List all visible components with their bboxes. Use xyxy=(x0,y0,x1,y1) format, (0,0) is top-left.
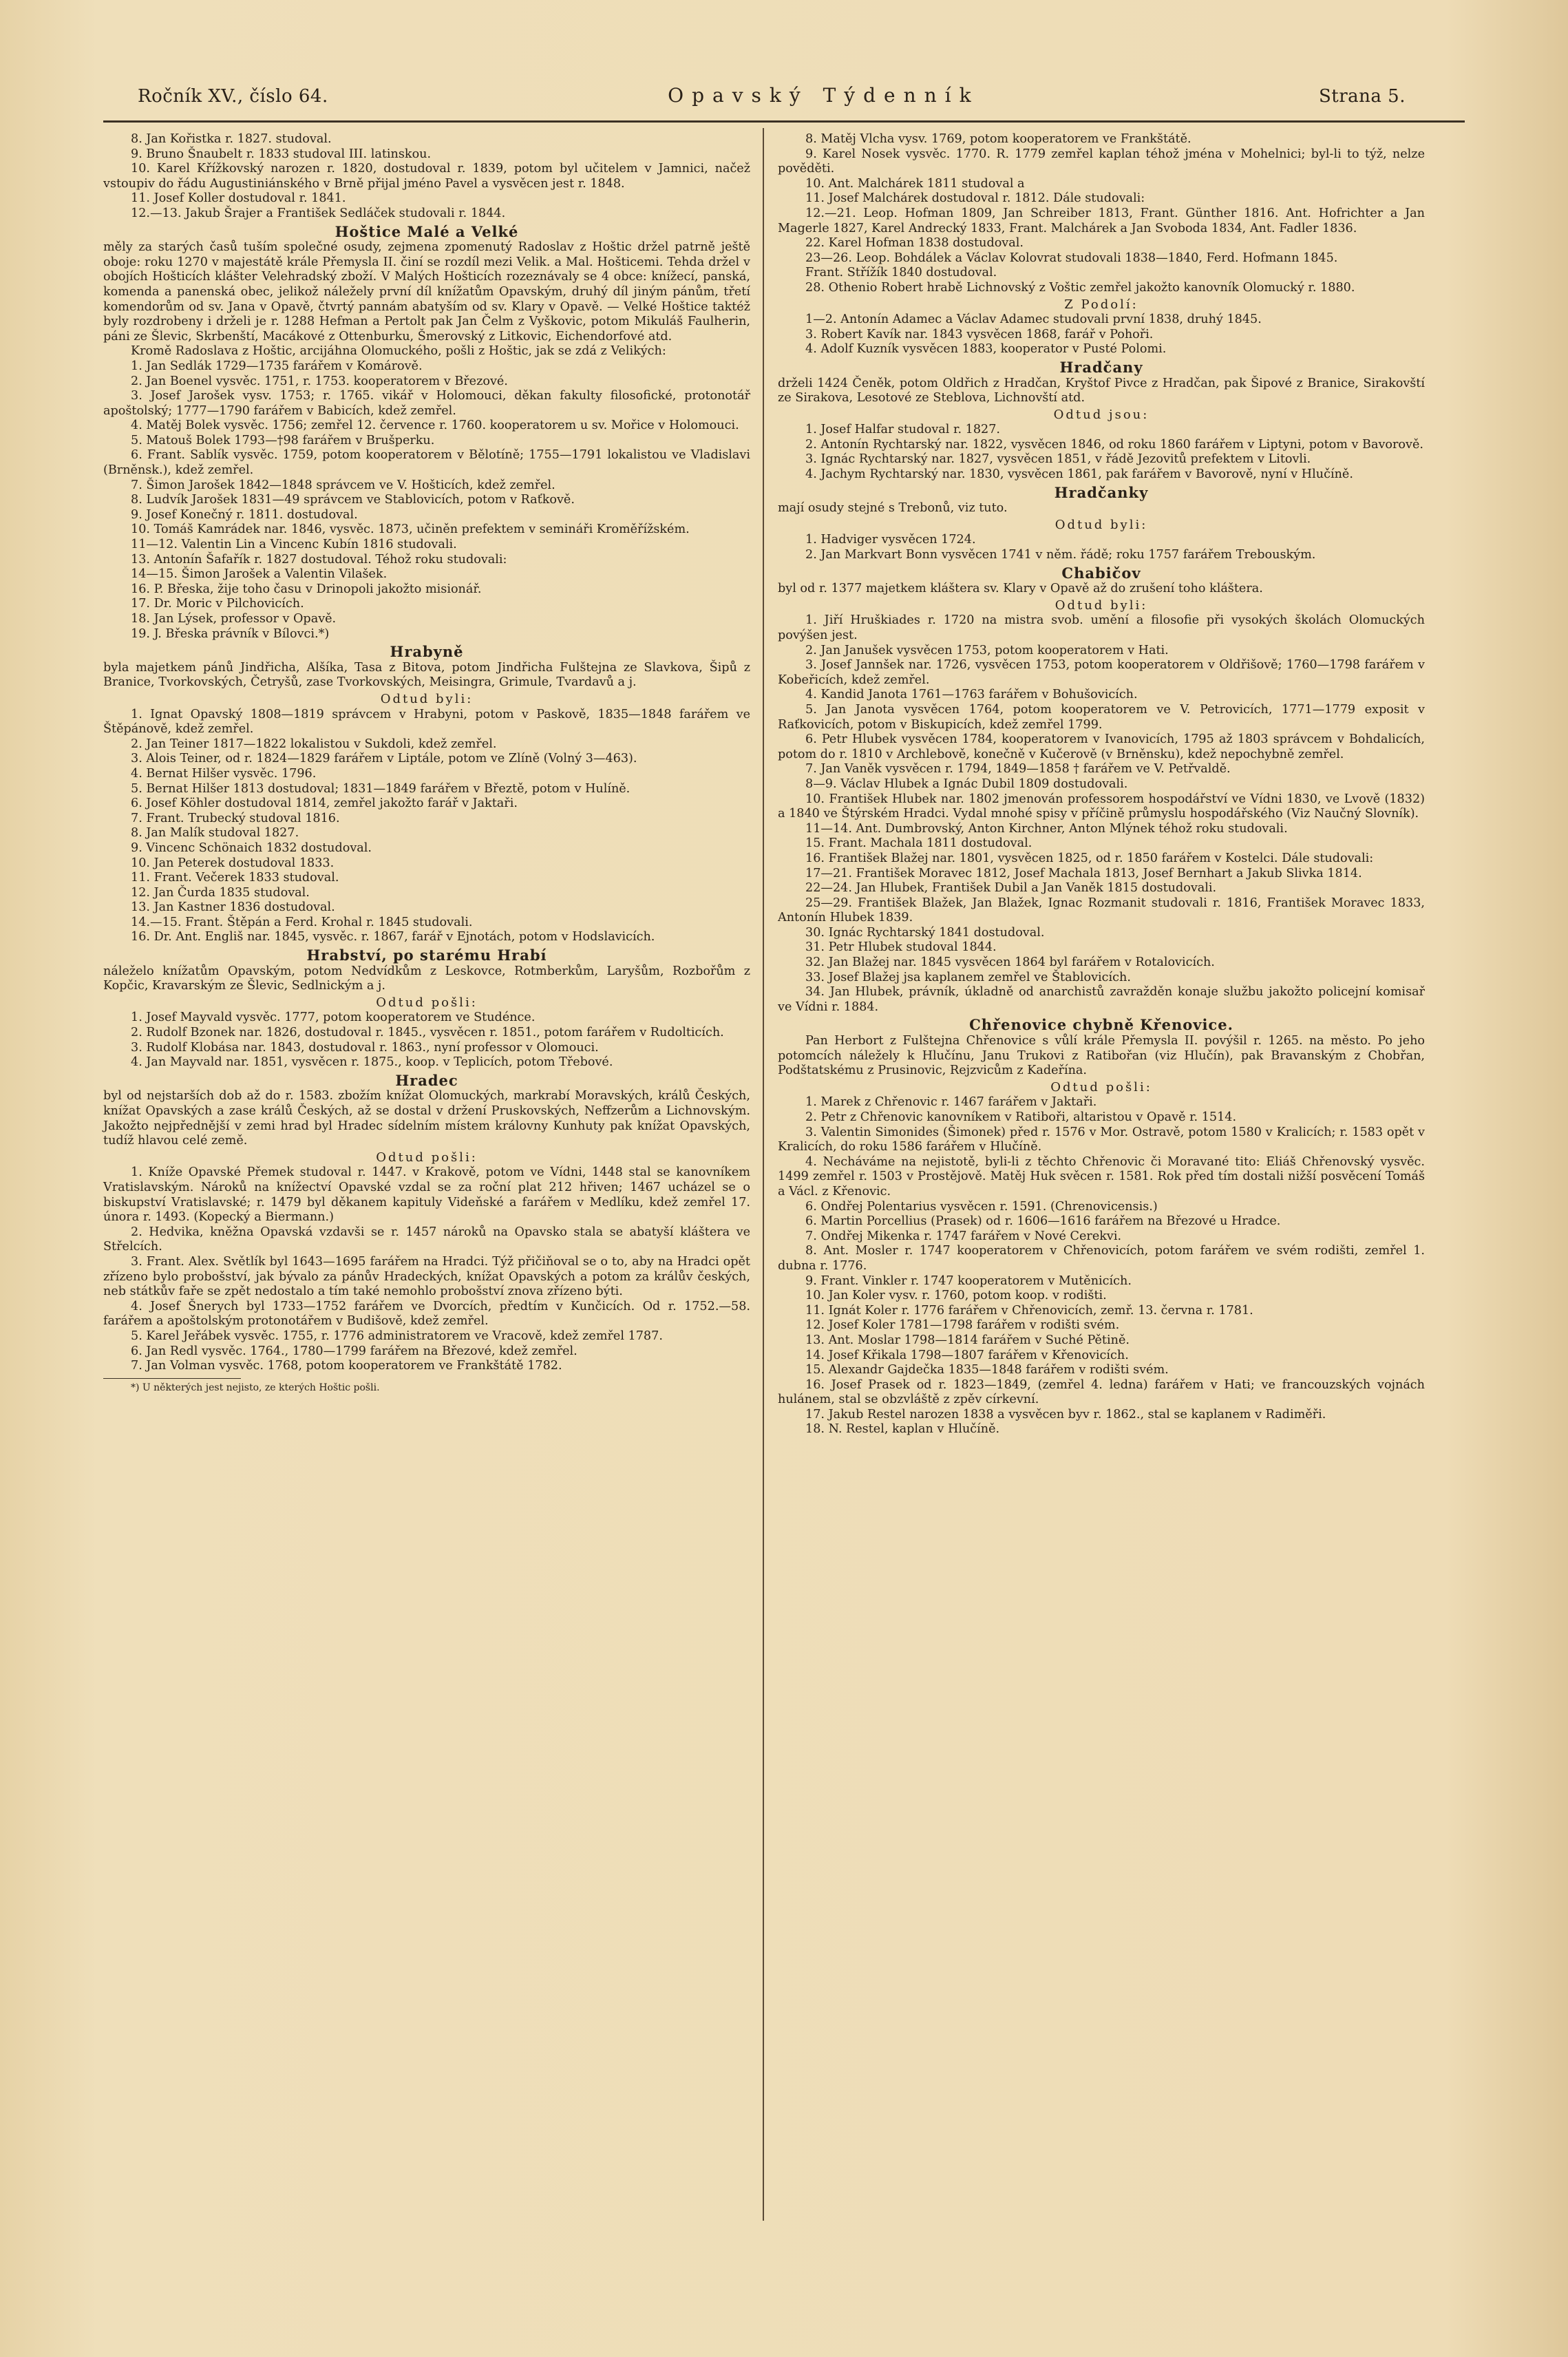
paragraph: 15. Frant. Machala 1811 dostudoval. xyxy=(805,836,1032,851)
paragraph: 11. Frant. Večerek 1833 studoval. xyxy=(131,871,339,885)
paragraph: 7. Ondřej Mikenka r. 1747 farářem v Nové Cerekvi. xyxy=(805,1229,1122,1243)
paragraph: 28. Othenio Robert hrabě Lichnovský z Voštic zemřel jakožto kanovník Olomucký r. 1880. xyxy=(805,280,1355,295)
paragraph: 10. Tomáš Kamrádek nar. 1846, vysvěc. 1873, učiněn prefektem v semináři Kroměřížském. xyxy=(131,522,690,537)
subsection-heading: Odtud pošli: xyxy=(376,1150,478,1165)
paragraph: 8. Ant. Mosler r. 1747 kooperatorem v Chřenovicích, potom farářem ve svém rodišti, zemřel 1. dubna r. 1776. xyxy=(778,1244,1425,1273)
paragraph: 1. Kníže Opavské Přemek studoval r. 1447. v Krakově, potom ve Vídni, 1448 stal se kanovníkem Vratislavským. Nároků na knížectví Opavské vzdal se za roční plat 212 hřiven; 1467 ucházel se o biskupství Vratislavské; r. 1479 byl děkanem kapituly Videňské a farářem v Medlíku, kdež zemřel 17. února r. 1493. (Kopecký a Biermann.) xyxy=(103,1165,750,1225)
paragraph: 11. Josef Malchárek dostudoval r. 1812. Dále studovali: xyxy=(805,191,1145,206)
paragraph: 12.—13. Jakub Šrajer a František Sedláček studovali r. 1844. xyxy=(131,206,506,220)
paragraph: 14—15. Šimon Jarošek a Valentin Vilašek. xyxy=(131,567,388,582)
paragraph: 9. Karel Nosek vysvěc. 1770. R. 1779 zemřel kaplan téhož jména v Mohelnici; byl-li to týž, nelze pověděti. xyxy=(778,147,1425,176)
paragraph: 3. Josef Jarošek vysv. 1753; r. 1765. vikář v Holomouci, děkan fakulty filosofické, protonotář apoštolský; 1777—1790 farářem v Babicích, kdež zemřel. xyxy=(103,389,750,418)
paragraph: 2. Jan Teiner 1817—1822 lokalistou v Sukdoli, kdež zemřel. xyxy=(131,737,497,751)
paragraph: 25—29. František Blažek, Jan Blažek, Ignac Rozmanit studovali r. 1816, František Moravec 1833, Antonín Hlubek 1839. xyxy=(778,896,1425,925)
paragraph: 10. Karel Křížkovský narozen r. 1820, dostudoval r. 1839, potom byl učitelem v Jamnici, načež vstoupiv do řádu Augustiniánského v Brně přijal jméno Pavel a vysvěcen jest r. 1848. xyxy=(103,162,750,191)
paragraph: 19. J. Břeska právník v Bílovci.*) xyxy=(131,626,330,641)
right-column xyxy=(778,132,1425,1437)
paragraph: 16. Josef Prasek od r. 1823—1849, (zemřel 4. ledna) farářem v Hati; ve francouzských vojnách hulánem, stal se obzvláště z zpěv církevní. xyxy=(778,1377,1425,1407)
paragraph: 12. Josef Koler 1781—1798 farářem v rodišti svém. xyxy=(805,1318,1120,1333)
paragraph: 9. Vincenc Schönaich 1832 dostudoval. xyxy=(131,841,372,855)
paragraph: 6. Josef Köhler dostudoval 1814, zemřel jakožto farář v Jaktaři. xyxy=(131,796,518,811)
paragraph: 14.—15. Frant. Štěpán a Ferd. Krohal r. 1845 studovali. xyxy=(131,915,473,929)
paragraph: 9. Bruno Šnaubelt r. 1833 studoval III. latinskou. xyxy=(131,147,432,161)
subsection-heading: Odtud byli: xyxy=(1055,517,1148,532)
paragraph: 4. Jachym Rychtarský nar. 1830, vysvěcen 1861, pak farářem v Bavorově, nyní v Hlučíně. xyxy=(805,467,1353,482)
issue-number: Ročník XV., číslo 64. xyxy=(138,86,328,107)
paragraph: 10. Ant. Malchárek 1811 studoval a xyxy=(805,176,1025,191)
paragraph: 4. Matěj Bolek vysvěc. 1756; zemřel 12. července r. 1760. kooperatorem u sv. Mořice v Holomouci. xyxy=(131,419,739,433)
paragraph: 1. Josef Halfar studoval r. 1827. xyxy=(805,423,1000,437)
paragraph: 13. Jan Kastner 1836 dostudoval. xyxy=(131,900,335,915)
newspaper-title: Opavský Týdenník xyxy=(668,84,979,107)
paragraph: 22—24. Jan Hlubek, František Dubil a Jan Vaněk 1815 dostudovali. xyxy=(805,881,1217,896)
paragraph: 14. Josef Křikala 1798—1807 farářem v Křenovicích. xyxy=(805,1348,1129,1362)
paragraph: 32. Jan Blažej nar. 1845 vysvěcen 1864 byl farářem v Rotalovicích. xyxy=(805,955,1215,970)
paragraph: 11. Ignát Koler r. 1776 farářem v Chřenovicích, zemř. 13. června r. 1781. xyxy=(805,1303,1253,1318)
paragraph: měly za starých časů tuším společné osudy, zejmena zpomenutý Radoslav z Hoštic držel patrně ještě oboje: roku 1270 v majestátě krále Přemysla II. činí se rozdíl mezi Velik. a Mal. Hošticemi. Tehda držel v obojích Hošticích klášter Velehradský zboží. V Malých Hošticích rozeznávaly se 4 obce: knížecí, panská, komenda a panenská obec, jelikož náležely první díl knížatům Opavským, druhý díl jiným pánům, třetí komendorům od sv. Jana v Opavě, čtvrtý pannám abatyším od sv. Klary v Opavě. — Velké Hoštice taktéž byly rozdrobeny i drželi je r. 1288 Hefman a Pertolt pak Jan Čelm z Vyškovic, potom Mikuláš Faulherin, páni ze Šlevic, Skrbenští, Macákové z Ottenburku, Šmerovský z Litkovic, Eichendorfové atd. xyxy=(103,240,750,343)
paragraph: 3. Frant. Alex. Světlík byl 1643—1695 farářem na Hradci. Týž přičiňoval se o to, aby na Hradci opět zřízeno bylo probošství, jak bývalo za pánův Hradeckých, knížat Opavských a potom za králův českých, neb státkův faře se zpět nedostalo a tím také nemohlo probošství znova zřízeno býti. xyxy=(103,1254,750,1299)
paragraph: 4. Kandid Janota 1761—1763 farářem v Bohušovicích. xyxy=(805,688,1138,702)
paragraph: 5. Jan Janota vysvěcen 1764, potom kooperatorem ve V. Petrovicích, 1771—1779 exposit v Raťkovicích, potom v Biskupicích, kdež zemřel 1799. xyxy=(778,702,1425,732)
paragraph: 10. Jan Peterek dostudoval 1833. xyxy=(131,856,335,870)
paragraph: 31. Petr Hlubek studoval 1844. xyxy=(805,940,997,955)
paragraph: 4. Nechávámе na nejistotě, byli-li z těchto Chřenovic či Moravané tito: Eliáš Chřenovský vysvěc. 1499 zemřel r. 1503 v Prostějově. Matěj Huk svěcen r. 1581. Rok před tím dostali nižší posvěcení Tomáš a Václ. z Křenovic. xyxy=(778,1154,1425,1198)
paragraph: 1. Jan Sedlák 1729—1735 farářem v Komárově. xyxy=(131,359,423,373)
subsection-heading: Odtud jsou: xyxy=(1053,407,1149,422)
paragraph: 8. Jan Malík studoval 1827. xyxy=(131,826,299,841)
paragraph: 30. Ignác Rychtarský 1841 dostudoval. xyxy=(805,925,1045,940)
paragraph: 7. Jan Volman vysvěc. 1768, potom kooperatorem ve Frankštátě 1782. xyxy=(131,1359,562,1373)
paragraph: 6. Frant. Sablík vysvěc. 1759, potom kooperatorem v Bělotíně; 1755—1791 lokalistou ve Vladislavi (Brněnsk.), kdež zemřel. xyxy=(103,448,750,478)
paragraph: 3. Robert Kavík nar. 1843 vysvěcen 1868, farář v Pohoři. xyxy=(805,327,1154,341)
paragraph: 16. P. Břeska, žije toho času v Drinopoli jakožto misionář. xyxy=(131,582,482,596)
paragraph: 9. Frant. Vinkler r. 1747 kooperatorem v Mutěnicích. xyxy=(805,1273,1132,1288)
paragraph: 8. Jan Kořistka r. 1827. studoval. xyxy=(131,132,332,146)
paragraph: Pan Herbort z Fulštejna Chřenovice s vůlí krále Přemysla II. povýšil r. 1265. na město. Po jeho potomcích náležely k Hlučínu, Janu Trukovi z Ratibořan (viz Hlučín), pak Bravanským z Chobřan, Podštatskému z Prusinovic, Rejzvicům z Kadeřína. xyxy=(778,1034,1425,1078)
paragraph: Kromě Radoslava z Hoštic, arcijáhna Olomuckého, pošli z Hoštic, jak se zdá z Velikých: xyxy=(131,344,666,359)
paragraph: 7. Frant. Trubecký studoval 1816. xyxy=(131,811,340,825)
paragraph: byl od nejstarších dob až do r. 1583. zbožím knížat Olomuckých, markrabí Moravských, králů Českých, knížat Opavských a zase králů Českých, až se dostal v držení Pruskovských, Neffzerům a Lichnovským. Jakožto nejpřednější v zemi hrad byl Hradec sídelním místem královny Kunhuty pak knížat Opavských, tudíž hlavou celé země. xyxy=(103,1089,750,1148)
subsection-heading: Z Podolí: xyxy=(1064,297,1138,312)
paragraph: 13. Antonín Šafařík r. 1827 dostudoval. Téhož roku studovali: xyxy=(131,552,507,567)
column-divider xyxy=(763,128,764,2221)
paragraph: 7. Jan Vaněk vysvěcen r. 1794, 1849—1858 † farářem ve V. Petřvaldě. xyxy=(805,762,1231,776)
paragraph: 12.—21. Leop. Hofman 1809, Jan Schreiber 1813, Frant. Günther 1816. Ant. Hofrichter a Jan Magerle 1827, Karel Andrecký 1833, Frant. Malchárek a Jan Svoboda 1834, Ant. Fadler 1836. xyxy=(778,206,1425,235)
paragraph: drželi 1424 Čeněk, potom Oldřich z Hradčan, Kryštof Pivce z Hradčan, pak Šipové z Branice, Sirakovští ze Sirakova, Lesotové ze Steblova, Lichnovští atd. xyxy=(778,376,1425,405)
paragraph: 4. Adolf Kuzník vysvěcen 1883, kooperator v Pusté Polomi. xyxy=(805,342,1167,357)
paragraph: 3. Alois Teiner, od r. 1824—1829 farářem v Liptále, potom ve Zlíně (Volný 3—463). xyxy=(131,752,637,766)
paragraph: 4. Josef Šnerych byl 1733—1752 farářem ve Dvorcích, předtím v Kunčicích. Od r. 1752.—58. farářem a apoštolským protonotářem v Budišově, kdež zemřel. xyxy=(103,1299,750,1329)
paragraph: 11—14. Ant. Dumbrovský, Anton Kirchner, Anton Mlýnek téhož roku studovali. xyxy=(805,821,1288,836)
paragraph: 16. František Blažej nar. 1801, vysvěcen 1825, od r. 1850 farářem v Kostelci. Dále studovali: xyxy=(805,851,1374,865)
paragraph: 34. Jan Hlubek, právník, úkladně od anarchistů zavražděn konaje službu jakožto policejní komisař ve Vídni r. 1884. xyxy=(778,985,1425,1014)
paragraph: mají osudy stejné s Trebonů, viz tuto. xyxy=(778,501,1008,516)
paragraph: 8. Matěj Vlcha vysv. 1769, potom kooperatorem ve Frankštátě. xyxy=(805,132,1191,146)
paragraph: 10. Jan Koler vysv. r. 1760, potom koop. v rodišti. xyxy=(805,1289,1107,1303)
subsection-heading: Odtud byli: xyxy=(1055,598,1148,613)
section-heading: Hrabství, po starému Hrabí xyxy=(306,947,547,964)
paragraph: 5. Bernat Hilšer 1813 dostudoval; 1831—1849 farářem v Březtě, potom v Hulíně. xyxy=(131,781,631,796)
paragraph: 17. Dr. Moric v Pilchovicích. xyxy=(131,597,304,611)
paragraph: 2. Jan Markvart Bonn vysvěcen 1741 v něm. řádě; roku 1757 farářem Trebouským. xyxy=(805,548,1316,562)
footnote-rule xyxy=(103,1378,241,1379)
subsection-heading: Odtud pošli: xyxy=(1050,1079,1152,1095)
paragraph: 2. Rudolf Bzonek nar. 1826, dostudoval r. 1845., vysvěcen r. 1851., potom farářem v Rudolticích. xyxy=(131,1026,724,1040)
page-number: Strana 5. xyxy=(1318,86,1406,107)
paragraph: 11. Josef Koller dostudoval r. 1841. xyxy=(131,191,346,206)
section-heading: Hradčany xyxy=(1059,358,1143,376)
section-heading: Chabičov xyxy=(1061,564,1141,582)
paragraph: 1. Jiří Hruškiades r. 1720 na mistra svob. umění a filosofie při vysokých školách Olomuckých povýšen jest. xyxy=(778,613,1425,642)
paragraph: 12. Jan Čurda 1835 studoval. xyxy=(131,885,310,900)
paragraph: 18. Jan Lýsek, professor v Opavě. xyxy=(131,612,337,626)
paragraph: 6. Ondřej Polentarius vysvěcen r. 1591. (Chrenovicensis.) xyxy=(805,1199,1158,1214)
paragraph: 2. Jan Janušek vysvěcen 1753, potom kooperatorem v Hati. xyxy=(805,643,1169,657)
page-header xyxy=(138,84,1406,118)
section-heading: Chřenovice chybně Křenovice. xyxy=(969,1016,1233,1034)
paragraph: 1. Ignat Opavský 1808—1819 správcem v Hrabyni, potom v Paskově, 1835—1848 farářem ve Štěpánově, kdež zemřel. xyxy=(103,707,750,737)
paragraph: 13. Ant. Moslar 1798—1814 farářem v Suché Pětině. xyxy=(805,1333,1130,1347)
paragraph: 5. Karel Jeřábek vysvěc. 1755, r. 1776 administratorem ve Vracově, kdež zemřel 1787. xyxy=(131,1329,663,1343)
paragraph: 11—12. Valentin Lin a Vincenc Kubín 1816 studovali. xyxy=(131,538,457,552)
paragraph: 17—21. František Moravec 1812, Josef Machala 1813, Josef Bernhart a Jakub Slivka 1814. xyxy=(805,866,1362,880)
paragraph: 2. Antonín Rychtarský nar. 1822, vysvěcen 1846, od roku 1860 farářem v Liptyni, potom v Bavorově. xyxy=(805,437,1423,452)
subsection-heading: Odtud byli: xyxy=(380,691,474,706)
section-heading: Hradec xyxy=(395,1071,458,1089)
paragraph: 7. Šimon Jarošek 1842—1848 správcem ve V. Hošticích, kdež zemřel. xyxy=(131,478,555,492)
paragraph: 6. Jan Redl vysvěc. 1764., 1780—1799 farářem na Březové, kdež zemřel. xyxy=(131,1344,578,1358)
subsection-heading: Odtud pošli: xyxy=(376,995,478,1010)
paragraph: 10. František Hlubek nar. 1802 jmenován professorem hospodářství ve Vídni 1830, ve Lvově (1832) a 1840 ve Štýrském Hradci. Vydal mnohé spisy v příčině průmyslu hospodářského (Viz Naučný Slovník). xyxy=(778,792,1425,821)
left-column xyxy=(103,132,750,1394)
paragraph: Frant. Střížík 1840 dostudoval. xyxy=(805,266,997,280)
paragraph: 8. Ludvík Jarošek 1831—49 správcem ve Stablovicích, potom v Raťkově. xyxy=(131,493,575,507)
paragraph: 1. Marek z Chřenovic r. 1467 farářem v Jaktaři. xyxy=(805,1095,1097,1110)
paragraph: 6. Petr Hlubek vysvěcen 1784, kooperatorem v Ivanovicích, 1795 až 1803 správcem v Bohdalicích, potom do r. 1810 v Archlebově, konečně v Kučerově (v Brněnsku), kdež nepochybně zemřel. xyxy=(778,732,1425,761)
paragraph: 23—26. Leop. Bohdálek a Václav Kolovrat studovali 1838—1840, Ferd. Hofmann 1845. xyxy=(805,251,1338,265)
paragraph: 2. Petr z Chřenovic kanovníkem v Ratiboři, altaristou v Opavě r. 1514. xyxy=(805,1110,1237,1124)
paragraph: 17. Jakub Restel narozen 1838 a vysvěcen byv r. 1862., stal se kaplanem v Radiměři. xyxy=(805,1407,1326,1421)
paragraph: 6. Martin Porcellius (Prasek) od r. 1606—1616 farářem na Březové u Hradce. xyxy=(805,1214,1281,1229)
paragraph: 2. Hedvika, kněžna Opavská vzdavši se r. 1457 nároků na Opavsko stala se abatyší kláštera ve Střelcích. xyxy=(103,1225,750,1254)
paragraph: 18. N. Restel, kaplan v Hlučíně. xyxy=(805,1422,1000,1437)
paragraph: 9. Josef Konečný r. 1811. dostudoval. xyxy=(131,507,358,522)
paragraph: 4. Bernat Hilšer vysvěc. 1796. xyxy=(131,766,317,781)
paragraph: 5. Matouš Bolek 1793—†98 farářem v Brušperku. xyxy=(131,433,435,447)
paragraph: 1. Hadviger vysvěcen 1724. xyxy=(805,533,976,547)
paragraph: 16. Dr. Ant. Engliš nar. 1845, vysvěc. r. 1867, farář v Ejnotách, potom v Hodslavicích. xyxy=(131,930,655,944)
footnote: *) U některých jest nejisto, ze kterých Hoštic pošli. xyxy=(131,1382,380,1393)
paragraph: byl od r. 1377 majetkem kláštera sv. Klary v Opavě až do zrušení toho kláštera. xyxy=(778,582,1263,596)
paragraph: 2. Jan Boenel vysvěc. 1751, r. 1753. kooperatorem v Březové. xyxy=(131,374,508,388)
paragraph: 3. Josef Jannšek nar. 1726, vysvěcen 1753, potom kooperatorem v Oldřišově; 1760—1798 farářem v Kobeřicích, kdež zemřel. xyxy=(778,658,1425,687)
paragraph: 33. Josef Blažej jsa kaplanem zemřel ve Štablovicích. xyxy=(805,970,1131,984)
paragraph: 4. Jan Mayvald nar. 1851, vysvěcen r. 1875., koop. v Teplicích, potom Třebové. xyxy=(131,1055,613,1070)
section-heading: Hrabyně xyxy=(390,643,464,661)
paragraph: 3. Ignác Rychtarský nar. 1827, vysvěcen 1851, v řádě Jezovitů prefektem v Litovli. xyxy=(805,452,1311,467)
header-rule xyxy=(103,120,1465,123)
paragraph: 1—2. Antonín Adamec a Václav Adamec studovali první 1838, druhý 1845. xyxy=(805,313,1262,327)
paragraph: 22. Karel Hofman 1838 dostudoval. xyxy=(805,236,1024,251)
section-heading: Hradčanky xyxy=(1054,483,1149,501)
paragraph: 3. Valentin Simonides (Šimonek) před r. 1576 v Mor. Ostravě, potom 1580 v Kralicích; r. 1583 opět v Kralicích, do roku 1586 farářem v Hlučíně. xyxy=(778,1125,1425,1154)
section-heading: Hoštice Malé a Velké xyxy=(335,222,519,240)
paragraph: náleželo knížatům Opavským, potom Nedvídkům z Leskovce, Rotmberkům, Laryšům, Rozbořům z Kopčic, Kravarským ze Šlevic, Sedlnickým a j. xyxy=(103,964,750,993)
paragraph: 8—9. Václav Hlubek a Ignác Dubil 1809 dostudovali. xyxy=(805,776,1128,791)
paragraph: 1. Josef Mayvald vysvěc. 1777, potom kooperatorem ve Studénce. xyxy=(131,1011,536,1025)
paragraph: byla majetkem pánů Jindřicha, Alšíka, Tasa z Bitova, potom Jindřicha Fulštejna ze Slavkova, Šipů z Branice, Tvorkovských, Četryšů, zase Tvorkovských, Meisingra, Grimule, Tvardavů a j. xyxy=(103,660,750,690)
paragraph: 3. Rudolf Klobása nar. 1843, dostudoval r. 1863., nyní professor v Olomouci. xyxy=(131,1040,599,1055)
paragraph: 15. Alexandr Gajdečka 1835—1848 farářem v rodišti svém. xyxy=(805,1363,1169,1377)
